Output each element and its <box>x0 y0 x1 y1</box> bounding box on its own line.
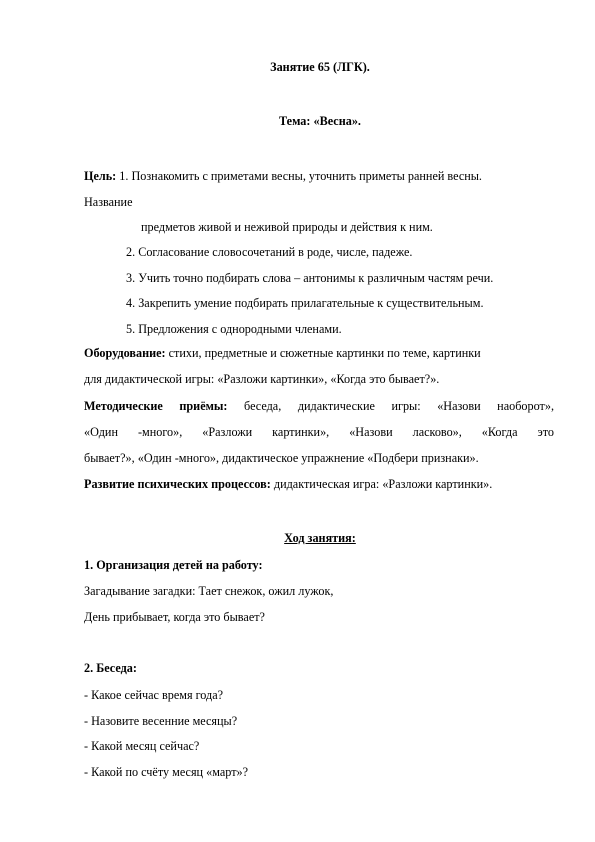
methods-line-3: бывает?», «Один -много», дидактическое упражнение «Подбери признаки». <box>84 451 479 465</box>
equipment-text: стихи, предметные и сюжетные картинки по теме, картинки <box>165 346 481 360</box>
goal-label: Цель: <box>84 169 117 183</box>
methods-line-2: «Один -много», «Разложи картинки», «Назови ласково», «Когда это <box>84 425 554 439</box>
methods-text: беседа, дидактические игры: «Назови наоборот», <box>227 399 554 413</box>
goal-cont-1: Название <box>84 195 133 209</box>
goal-text: 1. Познакомить с приметами весны, уточнить приметы ранней весны. <box>116 169 482 183</box>
question-1: - Какое сейчас время года? <box>84 688 224 702</box>
goal-item-4: 4. Закрепить умение подбирать прилагательные к существительным. <box>126 296 484 310</box>
goal-item-3: 3. Учить точно подбирать слова – антонимы к различным частям речи. <box>126 271 494 285</box>
section-2-heading: 2. Беседа: <box>84 661 137 675</box>
section-1-heading: 1. Организация детей на работу: <box>84 558 263 572</box>
goal-item-2: 2. Согласование словосочетаний в роде, числе, падеже. <box>126 245 413 259</box>
question-3: - Какой месяц сейчас? <box>84 739 200 753</box>
section-1-line-1: Загадывание загадки: Тает снежок, ожил лужок, <box>84 584 334 598</box>
course-title: Ход занятия: <box>284 531 356 545</box>
methods-label: Методические приёмы: <box>84 399 228 413</box>
question-4: - Какой по счёту месяц «март»? <box>84 765 249 779</box>
goal-line <box>84 169 482 183</box>
development-text: дидактическая игра: «Разложи картинки». <box>270 477 493 491</box>
lesson-title: Занятие 65 (ЛГК). <box>270 60 370 74</box>
section-1-line-2: День прибывает, когда это бывает? <box>84 610 265 624</box>
goal-item-5: 5. Предложения с однородными членами. <box>126 322 342 336</box>
methods-line <box>84 399 554 413</box>
equipment-label: Оборудование: <box>84 346 166 360</box>
development-label: Развитие психических процессов: <box>84 477 271 491</box>
equipment-line-2: для дидактической игры: «Разложи картинки», «Когда это бывает?». <box>84 372 440 386</box>
goal-cont-2: предметов живой и неживой природы и действия к ним. <box>141 220 433 234</box>
development-line <box>84 477 492 491</box>
question-2: - Назовите весенние месяцы? <box>84 714 238 728</box>
lesson-theme: Тема: «Весна». <box>279 114 361 128</box>
equipment-line <box>84 346 481 360</box>
